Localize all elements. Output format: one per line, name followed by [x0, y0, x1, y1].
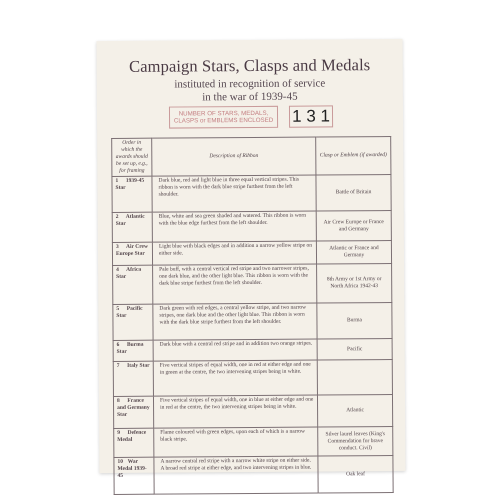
award-order	[113, 304, 153, 340]
form-subtitle-line2: in the war of 1939-45	[202, 90, 298, 104]
award-number: 6	[116, 342, 120, 349]
header-ribbon: Description of Ribbon	[152, 137, 316, 176]
table-row	[113, 360, 392, 397]
award-number: 4	[116, 267, 119, 274]
award-number: 9	[117, 430, 121, 437]
award-number: 7	[116, 363, 120, 370]
ribbon-description: A narrow central red stripe with a narrow white stripe on either side. A broad red stripe at either edge, and two intervening stripes in blue.	[154, 456, 318, 494]
award-number: 8	[116, 398, 120, 405]
clasp-cell: Oak leaf	[318, 456, 393, 494]
table-row	[113, 303, 392, 341]
clasp-cell: 8th Army or 1st Army or North Africa 1942-43	[317, 264, 392, 304]
award-order	[113, 396, 153, 428]
award-name: Africa Star	[116, 266, 142, 281]
table-row	[114, 456, 393, 495]
table-row	[114, 427, 393, 458]
table-row	[112, 175, 391, 213]
award-order	[112, 176, 152, 212]
clasp-cell: Battle of Britain	[316, 175, 391, 212]
award-order	[113, 265, 153, 304]
awards-table	[111, 136, 393, 495]
award-order	[113, 361, 153, 396]
award-order	[112, 212, 152, 242]
award-name: France and Germany Star	[117, 397, 150, 419]
clasp-cell: Pacific	[317, 339, 392, 361]
ribbon-description: Five vertical stripes of equal width, one in red at either edge and one in green at the centre, the two intervening stripes being in white.	[153, 360, 317, 396]
ribbon-description: Flame coloured with green edges, upon each of which is a narrow black stripe.	[154, 427, 318, 457]
header-clasp: Clasp or Emblem (if awarded)	[316, 137, 391, 176]
ribbon-description: Dark blue, red and light blue in three equal vertical stripes. This ribbon is worn with the dark blue stripe furthest from the left shoulder.	[152, 175, 316, 212]
ribbon-description: Light blue with black edges and in addition a narrow yellow stripe on either side.	[152, 241, 316, 265]
table-row	[112, 211, 391, 243]
award-name: Pacific Star	[116, 305, 143, 320]
award-order	[113, 340, 153, 361]
award-number: 1	[115, 178, 119, 185]
ribbon-description: Dark green with red edges, a central yellow stripe, and two narrow stripes, one dark blue and the other light blue. This ribbon is worn with the dark blue stripe furthest from the left shoulder.	[153, 303, 317, 340]
form-title: Campaign Stars, Clasps and Medals	[129, 55, 371, 76]
table-header-row	[112, 137, 391, 177]
award-order	[114, 457, 154, 494]
award-number: 10	[117, 459, 123, 466]
award-name: Burma Star	[116, 341, 144, 356]
award-number: 3	[115, 244, 119, 251]
award-number: 5	[116, 306, 120, 313]
header-order: Order in which the awards should be set up, e.g., for framing	[112, 138, 152, 176]
table-row	[113, 339, 392, 362]
table-row	[112, 241, 391, 266]
award-name: War Medal 1939-45	[117, 458, 147, 480]
clasp-cell: Silver laurel leaves (King's Commendation for brave conduct. Civil)	[318, 427, 393, 457]
clasp-cell: Burma	[317, 303, 392, 340]
award-order	[114, 428, 154, 457]
award-name: Defence Medal	[117, 429, 147, 444]
clasp-cell	[317, 360, 392, 396]
award-name: Atlantic Star	[115, 213, 145, 228]
table-row	[113, 395, 392, 429]
clasp-cell: Atlantic	[317, 395, 392, 428]
award-name: 1939-45 Star	[115, 177, 145, 192]
ribbon-description: Dark blue with a central red stripe and in addition two orange stripes.	[153, 339, 317, 361]
award-number: 2	[115, 214, 119, 221]
clasp-cell: Air Crew Europe or France and Germany	[316, 211, 391, 242]
ribbon-description: Blue, white and sea green shaded and watered. This ribbon is worn with the blue edge furthest from the left shoulder.	[152, 211, 316, 242]
count-value-box: 1 3 1	[289, 105, 333, 127]
clasp-cell: Atlantic or France and Germany	[316, 241, 391, 265]
ribbon-description: Five vertical stripes of equal width, one in blue at either edge and one in red at the centre, the two intervening stripes being in white.	[153, 395, 317, 428]
table-row	[113, 264, 392, 305]
medal-form-card	[96, 39, 405, 480]
ribbon-description: Pale buff, with a central vertical red stripe and two narrower stripes, one dark blue, and the other light blue. This ribbon is worn with the dark blue stripe furthest from the left shoulder.	[153, 264, 317, 304]
award-name: Air Crew Europe Star	[115, 243, 148, 258]
award-order	[112, 242, 152, 265]
award-name: Italy Star	[127, 362, 150, 370]
form-subtitle-line1: instituted in recognition of service	[174, 77, 326, 91]
count-label-box: NUMBER OF STARS, MEDALS, CLASPS or EMBLEMS ENCLOSED	[169, 106, 278, 129]
